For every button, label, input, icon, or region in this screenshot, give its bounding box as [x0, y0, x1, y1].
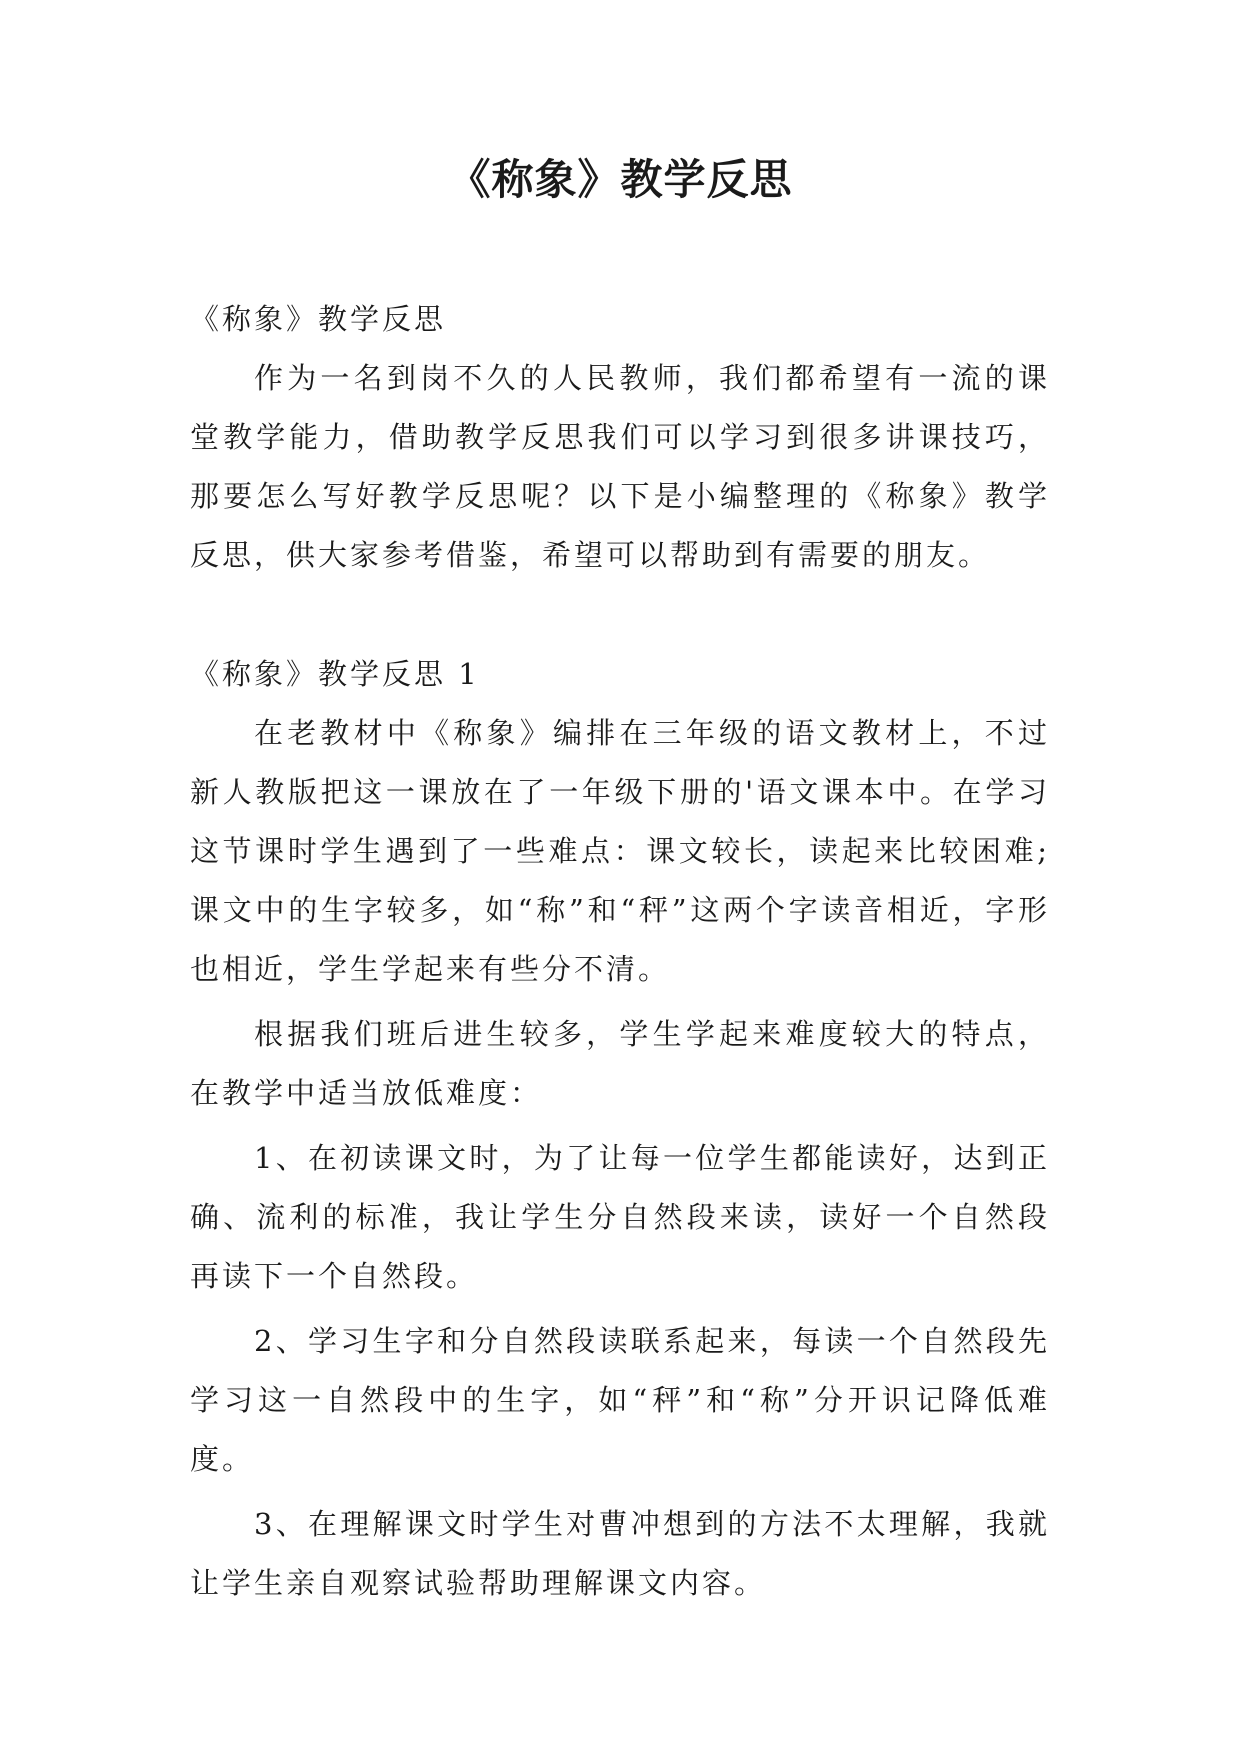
list-item: 1、在初读课文时，为了让每一位学生都能读好，达到正确、流利的标准，我让学生分自然段来读，读好一个自然段再读下一个自然段。: [190, 1141, 1050, 1293]
document-title: 《称象》教学反思: [448, 155, 793, 204]
list-item: 2、学习生字和分自然段读联系起来，每读一个自然段先学习这一自然段中的生字，如“秤”和“称”分开识记降低难度。: [190, 1324, 1050, 1476]
document-body: [190, 290, 1050, 1613]
intro-paragraph: 作为一名到岗不久的人民教师，我们都希望有一流的课堂教学能力，借助教学反思我们可以学习到很多讲课技巧，那要怎么写好教学反思呢？以下是小编整理的《称象》教学反思，供大家参考借鉴，希望可以帮助到有需要的朋友。: [190, 361, 1050, 572]
list-item: 3、在理解课文时学生对曹冲想到的方法不太理解，我就让学生亲自观察试验帮助理解课文内容。: [190, 1507, 1050, 1600]
section-heading: 《称象》教学反思 1: [190, 657, 480, 691]
body-paragraph: 根据我们班后进生较多，学生学起来难度较大的特点，在教学中适当放低难度：: [190, 1017, 1050, 1110]
body-paragraph: 在老教材中《称象》编排在三年级的语文教材上，不过新人教版把这一课放在了一年级下册的'语文课本中。在学习这节课时学生遇到了一些难点：课文较长，读起来比较困难;课文中的生字较多，如“称”和“秤”这两个字读音相近，字形也相近，学生学起来有些分不清。: [190, 716, 1050, 986]
intro-heading: 《称象》教学反思: [190, 302, 447, 336]
